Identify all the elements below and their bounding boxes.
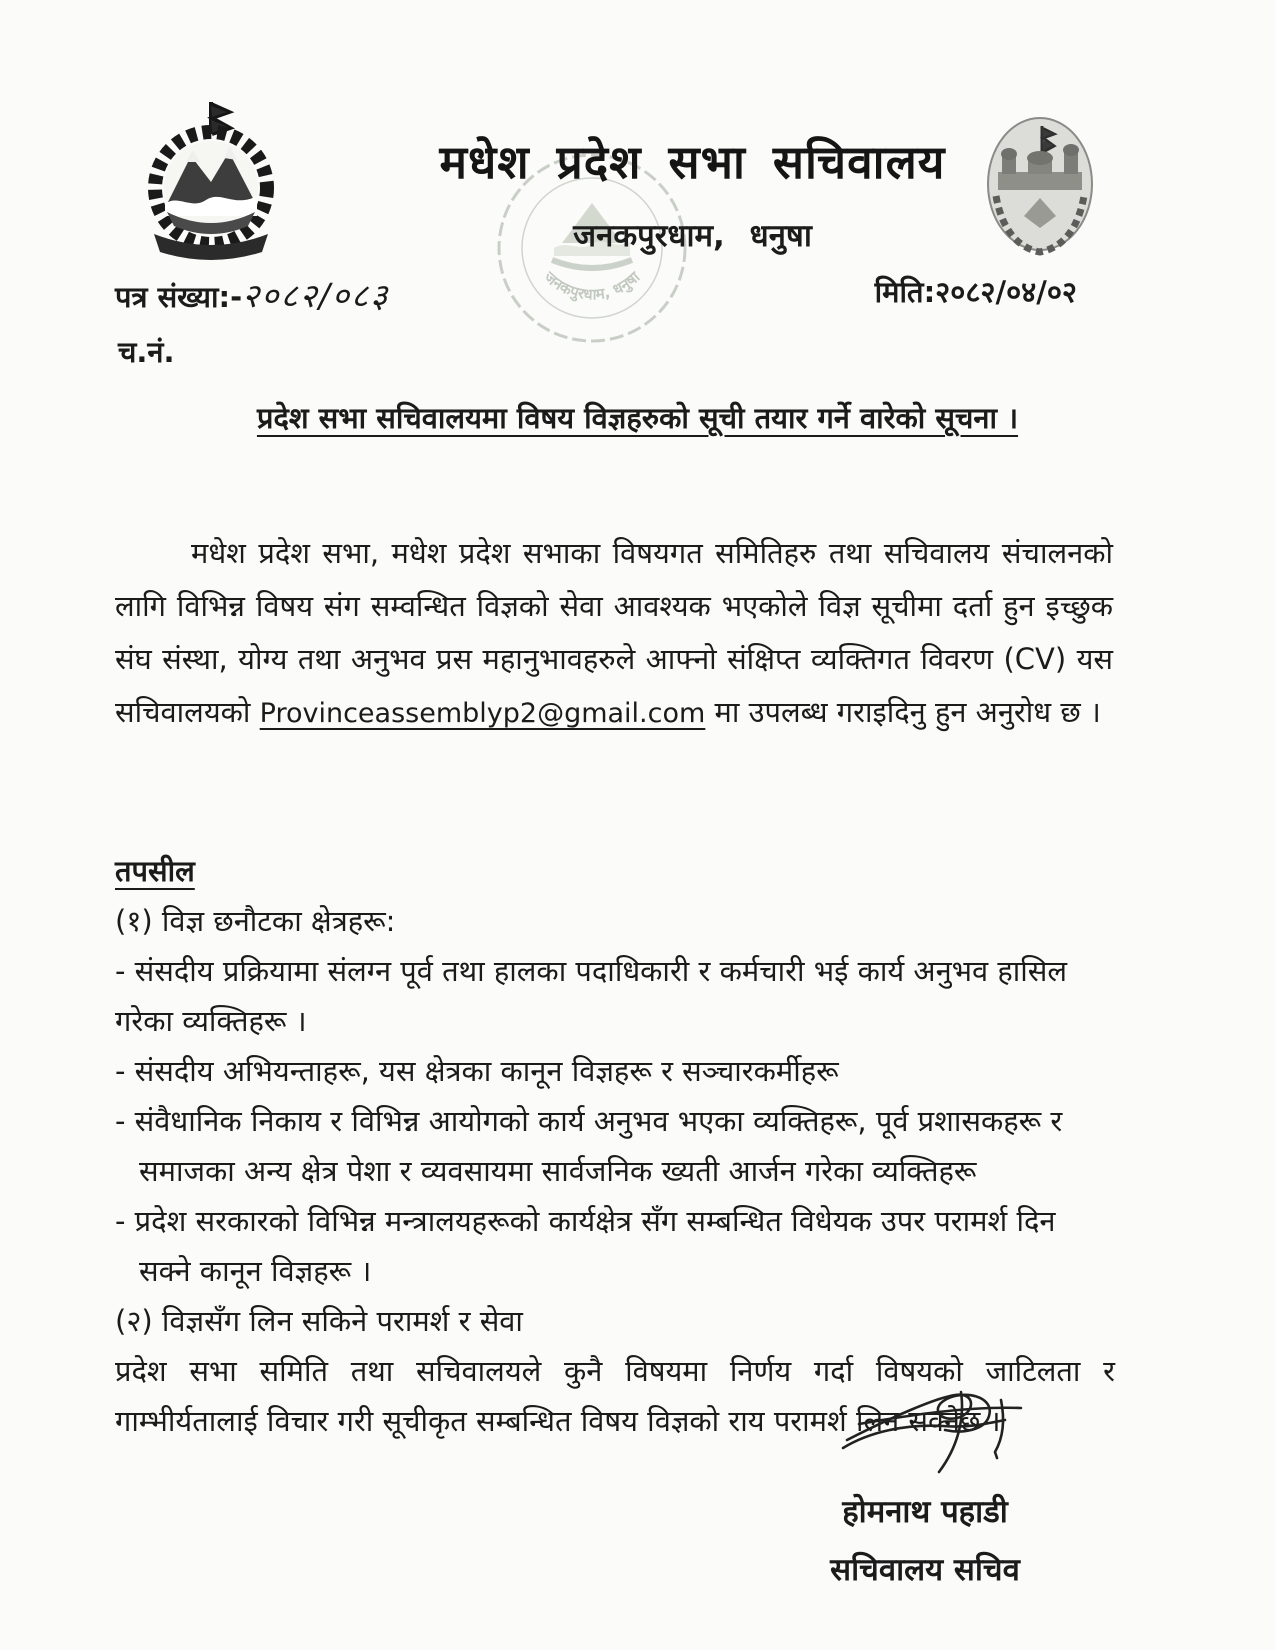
signer-name: होमनाथ पहाडी — [842, 1494, 1008, 1530]
list-item: - संसदीय प्रक्रियामा संलग्न पूर्व तथा हालका पदाधिकारी र कर्मचारी भई कार्य अनुभव हासिल गरेका व्यक्तिहरू । — [115, 954, 1068, 1038]
section2-text: प्रदेश सभा समिति तथा सचिवालयले कुनै विषयमा निर्णय गर्दा विषयको जाटिलता र गाम्भीर्यतालाई विचार गरी सूचीकृत सम्बन्धित विषय विज्ञको राय परामर्श लिन सक्नेछ । — [115, 1354, 1115, 1438]
subject-text: प्रदेश सभा सचिवालयमा विषय विज्ञहरुको सूची तयार गर्ने वारेको सूचना । — [256, 401, 1019, 435]
body-text-after-email: मा उपलब्ध गराइदिनु हुन अनुरोध छ । — [705, 695, 1101, 729]
letterhead — [285, 130, 1100, 256]
nepal-coat-of-arms-icon — [136, 100, 286, 268]
letter-number-value: २०८२/०८३ — [242, 276, 390, 315]
dispatch-number-label: च.नं. — [118, 335, 175, 369]
signer-title: सचिवालय सचिव — [830, 1552, 1020, 1588]
letter-date: मिति:२०८२/०४/०२ — [874, 275, 1077, 309]
body-paragraph — [115, 527, 1113, 740]
details-section — [115, 846, 1115, 1446]
subject-line — [0, 398, 1275, 437]
list-item: - प्रदेश सरकारको विभिन्न मन्त्रालयहरूको कार्यक्षेत्र सँग सम्बन्धित विधेयक उपर परामर्श दिन सक्ने कानून विज्ञहरू । — [115, 1204, 1056, 1288]
org-location: जनकपुरधाम, धनुषा — [573, 218, 812, 254]
list-item: - संवैधानिक निकाय र विभिन्न आयोगको कार्य अनुभव भएका व्यक्तिहरू, पूर्व प्रशासकहरू र समाजका अन्य क्षेत्र पेशा र व्यवसायमा सार्वजनिक ख्यती आर्जन गरेका व्यक्तिहरू — [115, 1104, 1063, 1188]
list-item: - संसदीय अभियन्ताहरू, यस क्षेत्रका कानून विज्ञहरू र सञ्चारकर्मीहरू — [115, 1054, 839, 1088]
section1-title: (१) विज्ञ छनौटका क्षेत्रहरू: — [115, 904, 396, 938]
section2-title: (२) विज्ञसँग लिन सकिने परामर्श र सेवा — [115, 1304, 523, 1338]
letter-number — [115, 272, 389, 317]
letter-meta-row — [115, 272, 1077, 317]
body-text-before-email: मधेश प्रदेश सभा, मधेश प्रदेश सभाका विषयगत समितिहरु तथा सचिवालय संचालनको लागि विभिन्न विषय संग सम्वन्धित विज्ञको सेवा आवश्यक भएकोले विज्ञ सूचीमा दर्ता हुन इच्छुक संघ संस्था, योग्य तथा अनुभव प्रस महानुभावहरुले आफ्नो संक्षिप्त व्यक्तिगत विवरण (CV) यस सचिवालयको — [115, 536, 1113, 729]
letter-number-label: पत्र संख्या:- — [115, 280, 243, 314]
handwritten-signature — [835, 1378, 1055, 1478]
email-address: Provinceassemblyp2@gmail.com — [259, 698, 706, 729]
stamp-text: जनकपुरधाम, धनुषा — [540, 267, 644, 304]
details-heading: तपसील — [115, 854, 195, 888]
signature-block — [760, 1378, 1090, 1590]
org-name: मधेश प्रदेश सभा सचिवालय — [439, 135, 946, 189]
